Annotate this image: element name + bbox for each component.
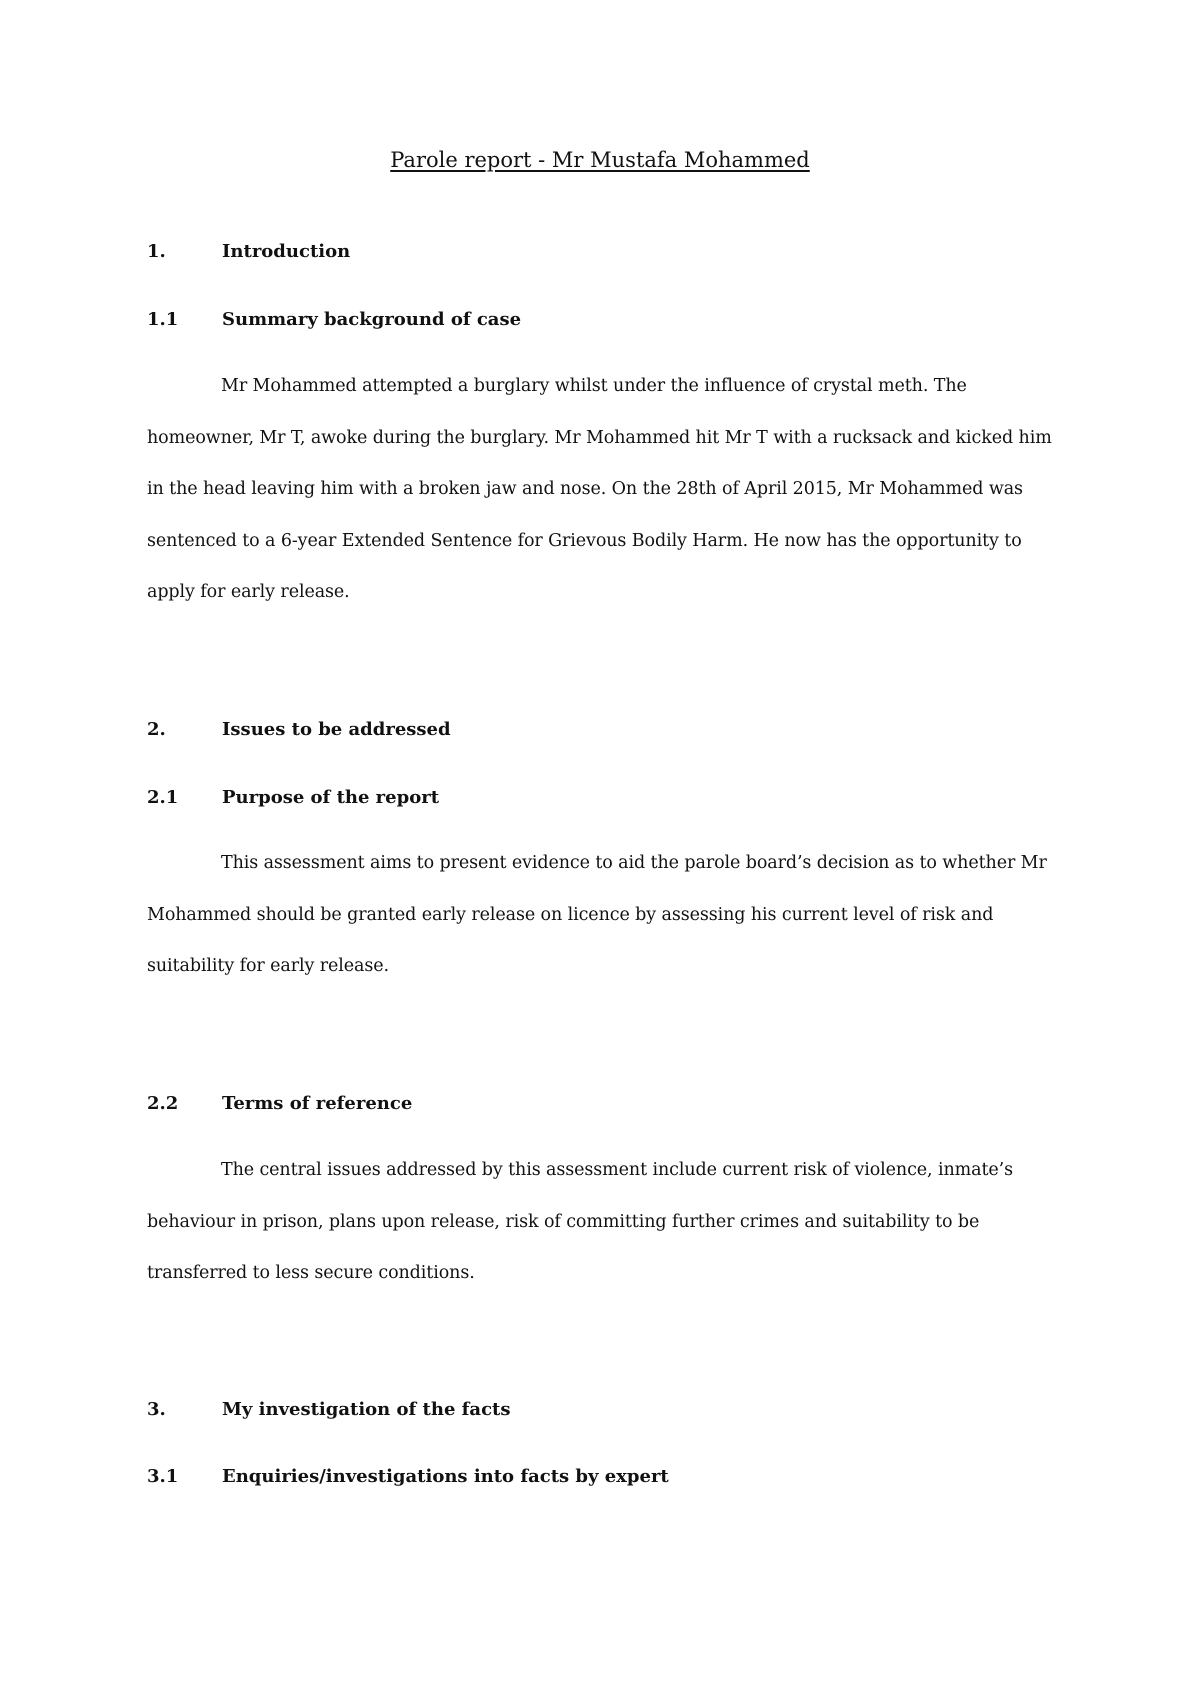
section-heading-2-2 [147,1091,412,1117]
section-number: 3.1 [147,1466,179,1487]
section-title: Introduction [222,241,351,262]
section-number: 1. [147,241,166,262]
section-title: Terms of reference [222,1093,413,1114]
section-number: 2.1 [147,787,179,808]
section-heading-3-1 [147,1464,669,1490]
section-body-2-1: This assessment aims to present evidence to aid the parole board’s decision as to whether Mr Mohammed should be granted early release on licence by assessing his current level of risk and suitability for early release. [147,853,1047,976]
section-body-2-2: The central issues addressed by this assessment include current risk of violence, inmate’s behaviour in prison, plans upon release, risk of committing further crimes and suitability to be transferred to less secure conditions. [147,1160,1014,1283]
section-number: 3. [147,1399,166,1420]
section-heading-3 [147,1397,510,1423]
section-heading-2-1 [147,785,439,811]
section-title: Purpose of the report [222,787,440,808]
section-title: My investigation of the facts [222,1399,511,1420]
section-heading-2 [147,717,451,743]
section-heading-1-1 [147,307,521,333]
document-title: Parole report - Mr Mustafa Mohammed [390,148,810,172]
section-title: Summary background of case [222,309,522,330]
section-title: Enquiries/investigations into facts by expert [222,1466,669,1487]
section-number: 1.1 [147,309,179,330]
section-title: Issues to be addressed [222,719,451,740]
section-heading-1 [147,239,350,265]
section-body-1-1: Mr Mohammed attempted a burglary whilst under the influence of crystal meth. The homeowner, Mr T, awoke during the burglary. Mr Mohammed hit Mr T with a rucksack and kicked him in the head leaving him with a broken jaw and nose. On the 28th of April 2015, Mr Mohammed was sentenced to a 6-year Extended Sentence for Grievous Bodily Harm. He now has the opportunity to apply for early release. [147,376,1052,602]
section-number: 2. [147,719,166,740]
section-number: 2.2 [147,1093,179,1114]
